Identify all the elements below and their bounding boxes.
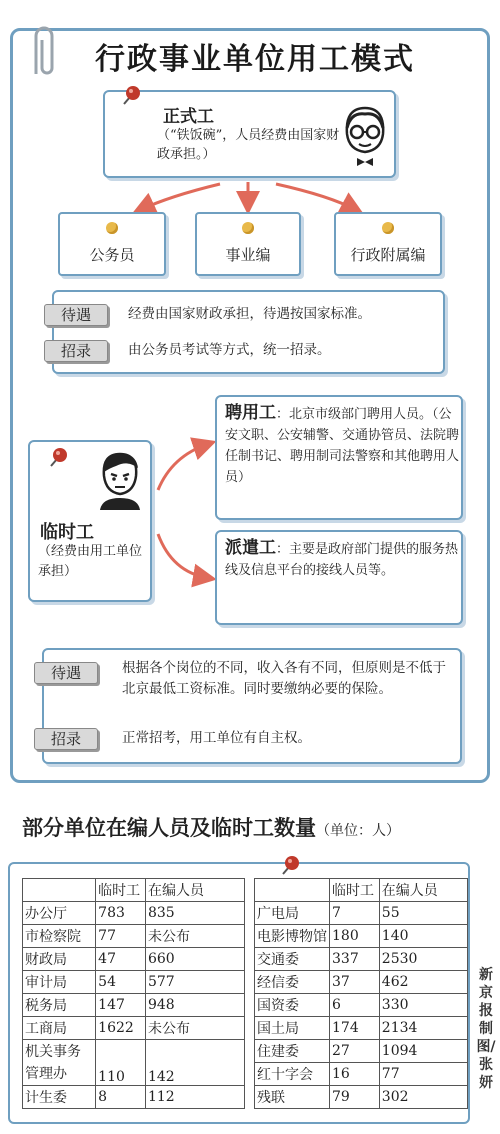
staff-count-cell: 142	[145, 1040, 244, 1086]
column-header: 临时工	[96, 879, 146, 902]
column-gap	[245, 1086, 255, 1109]
temp-count-cell: 337	[330, 948, 380, 971]
temporary-worker-face-icon	[96, 448, 144, 510]
dispatched-worker-box	[215, 530, 463, 625]
staff-count-cell: 77	[379, 1063, 467, 1086]
recruit-tag: 招录	[44, 340, 108, 362]
hired-worker-box	[215, 395, 463, 520]
temp-count-cell: 6	[330, 994, 380, 1017]
formal-info-box	[52, 290, 445, 374]
staff-count-cell: 55	[379, 902, 467, 925]
column-gap	[245, 925, 255, 948]
formal-worker-desc: （“铁饭碗”，人员经费由国家财政承担。）	[157, 128, 340, 162]
temp-count-cell: 180	[330, 925, 380, 948]
hired-worker-title: 聘用工	[225, 403, 276, 423]
table-row	[23, 1017, 468, 1040]
staff-count-cell: 140	[379, 925, 467, 948]
temp-count-cell: 37	[330, 971, 380, 994]
staff-table	[22, 878, 468, 1109]
table-header-row	[23, 879, 468, 902]
staff-count-cell: 330	[379, 994, 467, 1017]
staff-count-cell: 112	[145, 1086, 244, 1109]
dispatched-worker-title: 派遣工	[225, 538, 276, 558]
temp-count-cell: 16	[330, 1063, 380, 1086]
temporary-recruit-text: 正常招考，用工单位有自主权。	[122, 730, 311, 746]
category-public-institution: 事业编	[195, 212, 301, 276]
unit-name-cell: 税务局	[23, 994, 96, 1017]
pushpin-icon	[278, 854, 302, 878]
formal-treatment-text: 经费由国家财政承担，待遇按国家标准。	[128, 306, 371, 322]
staff-count-cell: 1094	[379, 1040, 467, 1063]
temp-count-cell: 47	[96, 948, 146, 971]
page-title: 行政事业单位用工模式	[95, 42, 415, 77]
table-row	[23, 1040, 468, 1063]
temp-count-cell: 8	[96, 1086, 146, 1109]
category-civil-servant: 公务员	[58, 212, 166, 276]
column-header: 在编人员	[145, 879, 244, 902]
table-row	[23, 1086, 468, 1109]
formal-worker-title: 正式工	[163, 107, 214, 127]
paperclip-icon	[26, 22, 62, 82]
formal-worker-face-icon	[341, 104, 389, 168]
temporary-worker-desc: （经费由用工单位承担）	[38, 544, 143, 579]
unit-name-cell: 电影博物馆	[255, 925, 330, 948]
temp-count-cell: 110	[96, 1040, 146, 1086]
unit-name-cell: 经信委	[255, 971, 330, 994]
unit-name-cell: 国资委	[255, 994, 330, 1017]
pin-dot-icon	[242, 222, 254, 234]
pushpin-icon	[46, 446, 70, 470]
column-gap	[245, 948, 255, 971]
recruit-tag: 招录	[34, 728, 98, 750]
staff-count-cell: 302	[379, 1086, 467, 1109]
table-row	[23, 971, 468, 994]
column-gap	[245, 994, 255, 1017]
staff-count-cell: 660	[145, 948, 244, 971]
staff-count-cell: 2134	[379, 1017, 467, 1040]
temp-count-cell: 783	[96, 902, 146, 925]
temporary-worker-title: 临时工	[40, 522, 94, 543]
treatment-tag: 待遇	[34, 662, 98, 684]
temp-count-cell: 27	[330, 1040, 380, 1063]
temp-count-cell: 147	[96, 994, 146, 1017]
staff-count-cell: 462	[379, 971, 467, 994]
column-header	[23, 879, 96, 902]
column-gap	[245, 1017, 255, 1040]
column-gap	[245, 971, 255, 994]
column-gap	[245, 879, 255, 902]
formal-recruit-text: 由公务员考试等方式，统一招录。	[128, 342, 331, 358]
temp-count-cell: 77	[96, 925, 146, 948]
column-gap	[245, 1063, 255, 1086]
column-gap	[245, 1040, 255, 1063]
staff-count-cell: 835	[145, 902, 244, 925]
unit-name-cell: 交通委	[255, 948, 330, 971]
unit-name-cell: 红十字会	[255, 1063, 330, 1086]
staff-count-cell: 未公布	[145, 925, 244, 948]
column-header: 在编人员	[379, 879, 467, 902]
unit-name-cell: 计生委	[23, 1086, 96, 1109]
temp-count-cell: 79	[330, 1086, 380, 1109]
temporary-worker-box	[28, 440, 152, 602]
temp-count-cell: 54	[96, 971, 146, 994]
unit-name-cell: 审计局	[23, 971, 96, 994]
hired-worker-text: ：北京市级部门聘用人员。（公安文职、公安辅警、交通协管员、法院聘任制书记、聘用制司法警察和其他聘用人员）	[225, 407, 460, 485]
unit-name-cell: 住建委	[255, 1040, 330, 1063]
formal-worker-box	[103, 90, 396, 178]
unit-name-cell: 市检察院	[23, 925, 96, 948]
table-row	[23, 925, 468, 948]
table-unit: （单位：人）	[316, 823, 400, 839]
treatment-tag: 待遇	[44, 304, 108, 326]
temp-count-cell: 7	[330, 902, 380, 925]
unit-name-cell: 残联	[255, 1086, 330, 1109]
dispatched-worker-text: ：主要是政府部门提供的服务热线及信息平台的接线人员等。	[225, 542, 459, 578]
unit-name-cell: 工商局	[23, 1017, 96, 1040]
staff-count-cell: 2530	[379, 948, 467, 971]
temporary-treatment-text: 根据各个岗位的不同，收入各有不同，但原则是不低于北京最低工资标准。同时要缴纳必要的保险。	[122, 660, 446, 697]
category-admin-affiliated: 行政附属编	[334, 212, 442, 276]
unit-name-cell: 机关事务管理办	[23, 1040, 96, 1086]
unit-name-cell: 财政局	[23, 948, 96, 971]
unit-name-cell: 国土局	[255, 1017, 330, 1040]
column-gap	[245, 902, 255, 925]
table-row	[23, 902, 468, 925]
staff-count-cell: 未公布	[145, 1017, 244, 1040]
unit-name-cell: 办公厅	[23, 902, 96, 925]
table-row	[23, 948, 468, 971]
temporary-info-box	[42, 648, 462, 764]
pushpin-icon	[119, 84, 143, 108]
temp-count-cell: 1622	[96, 1017, 146, 1040]
column-header	[255, 879, 330, 902]
table-section-title: 部分单位在编人员及临时工数量（单位：人）	[22, 815, 400, 840]
table-row	[23, 994, 468, 1017]
pin-dot-icon	[382, 222, 394, 234]
unit-name-cell: 广电局	[255, 902, 330, 925]
table-frame	[8, 862, 470, 1124]
staff-count-cell: 577	[145, 971, 244, 994]
credit: 新京报制图/张妍	[476, 967, 496, 1091]
column-header: 临时工	[330, 879, 380, 902]
temp-count-cell: 174	[330, 1017, 380, 1040]
pin-dot-icon	[106, 222, 118, 234]
staff-count-cell: 948	[145, 994, 244, 1017]
